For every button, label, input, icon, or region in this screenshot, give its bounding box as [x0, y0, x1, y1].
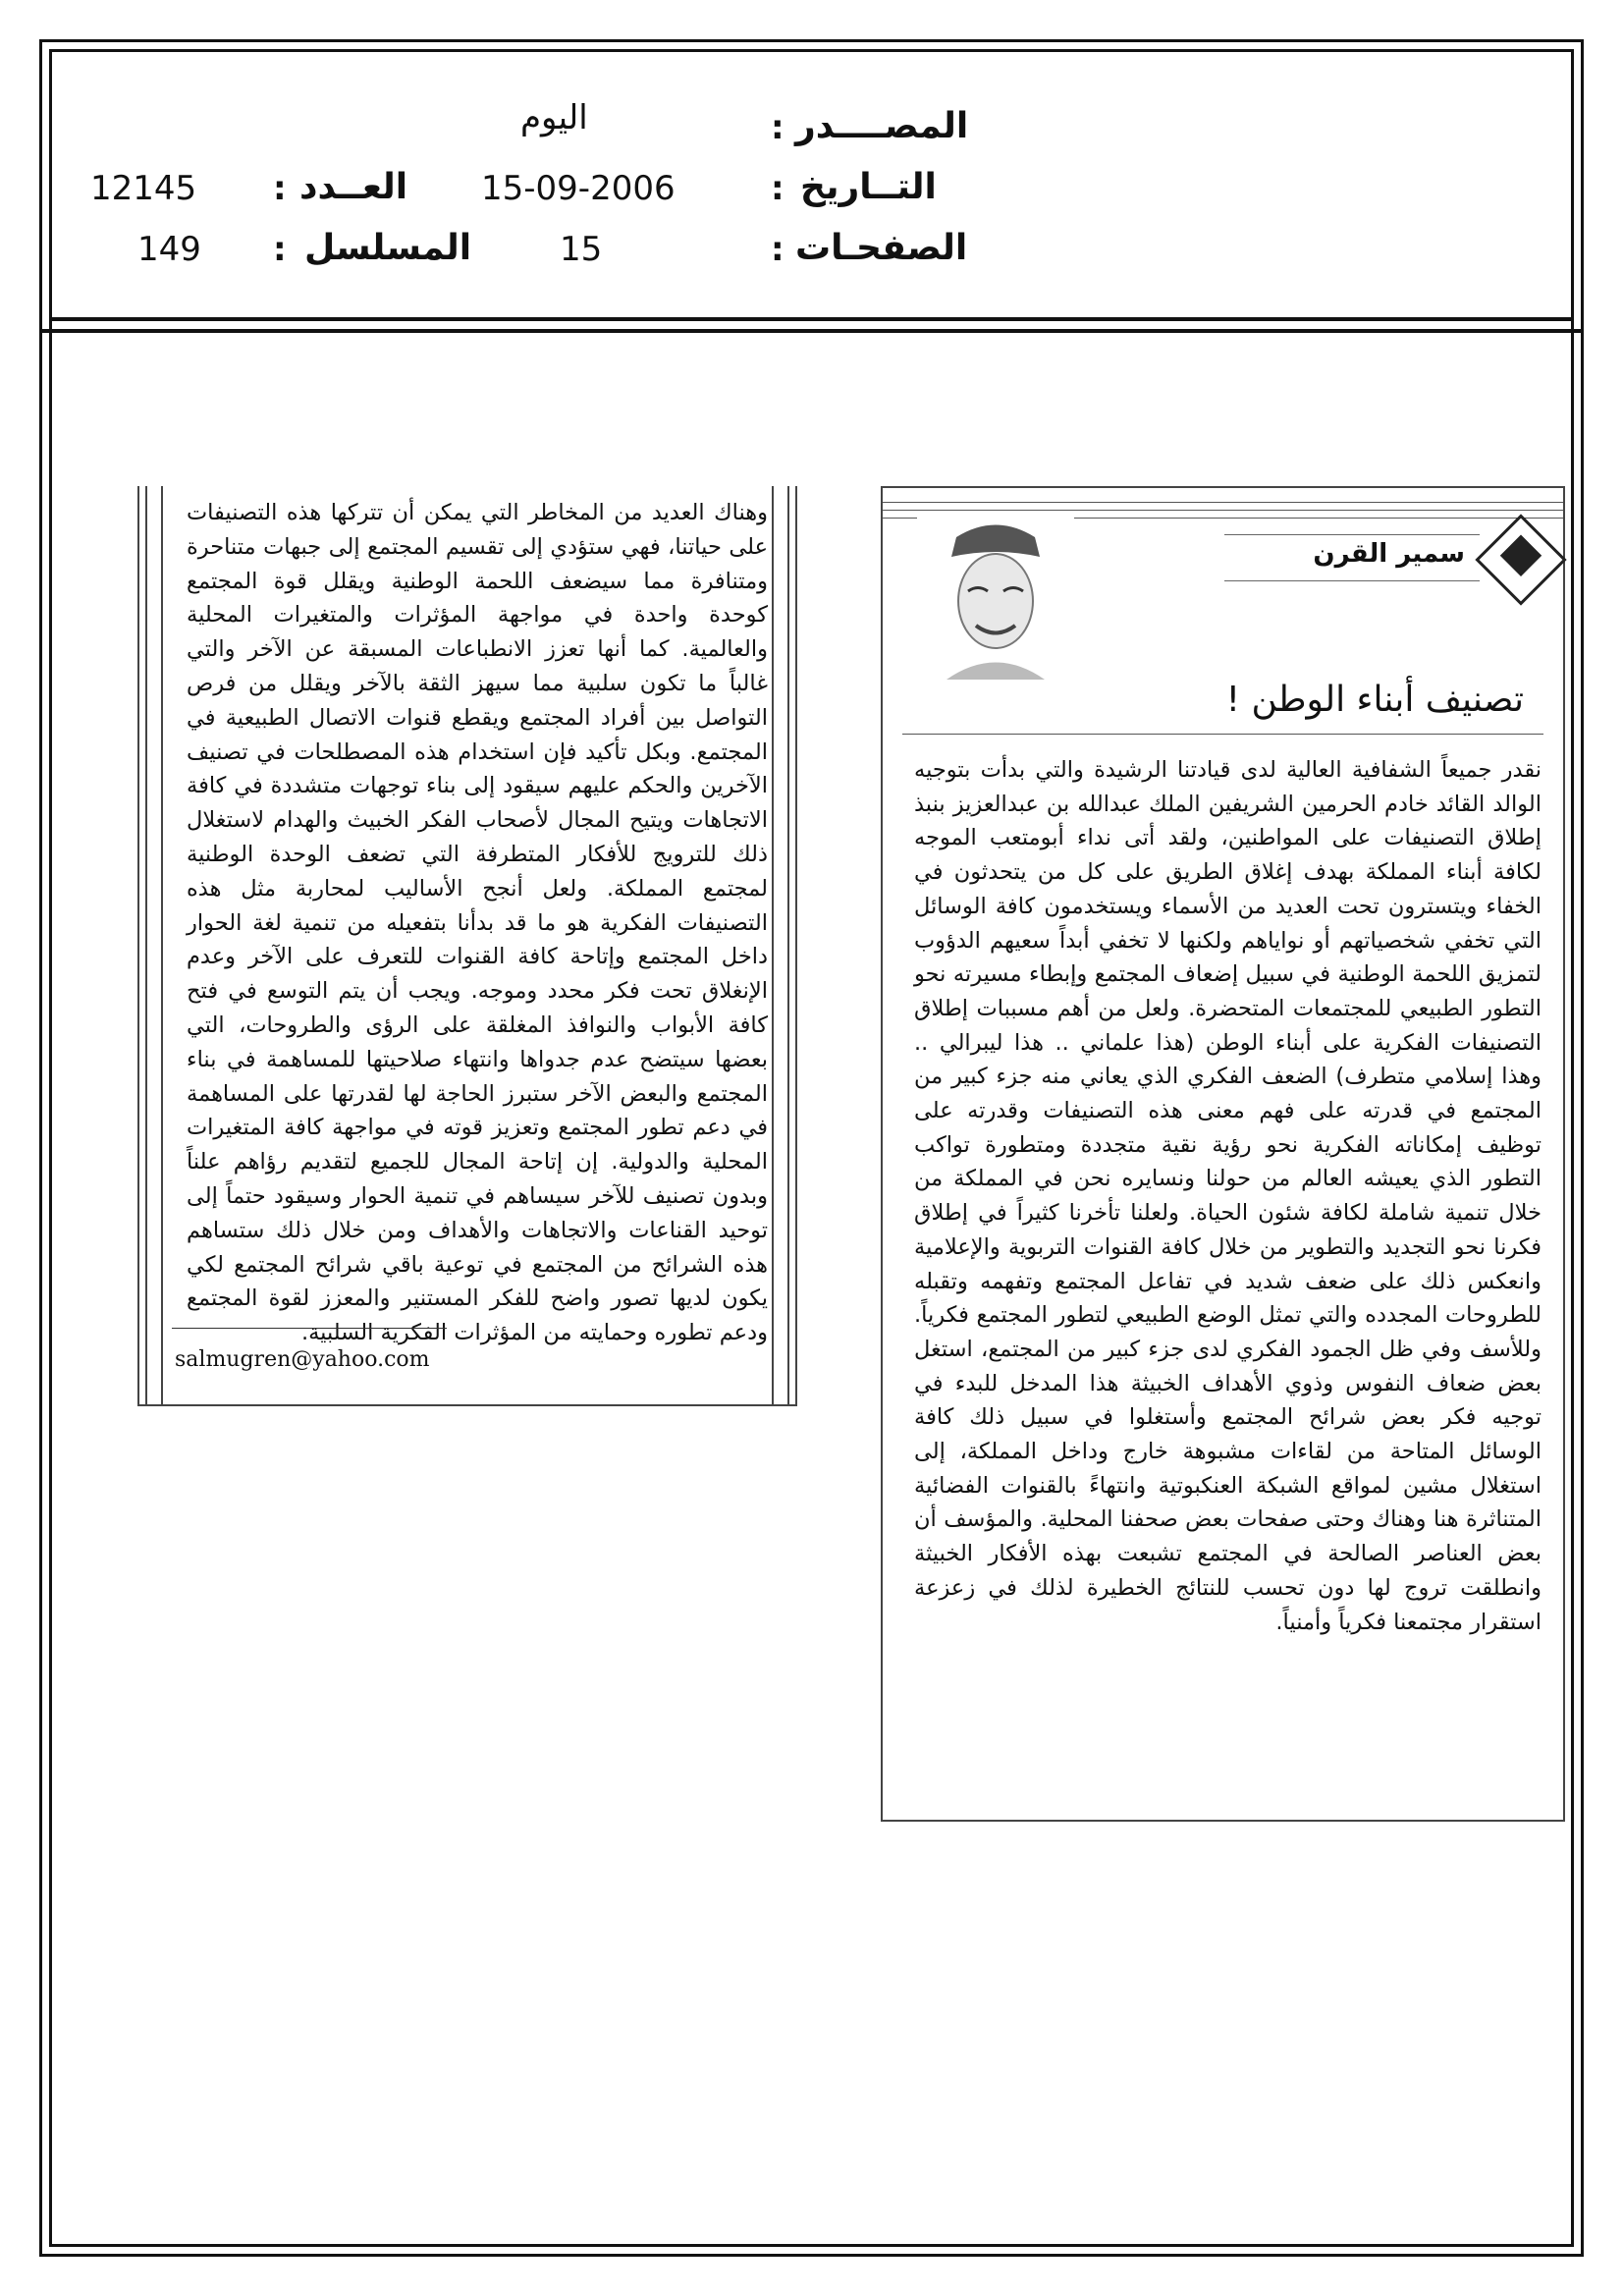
- header-separator: [49, 317, 1574, 321]
- issue-colon: :: [273, 169, 287, 208]
- article-right-column: [881, 486, 1565, 1822]
- article-left-column: [137, 486, 797, 1406]
- serial-label: المسلسل: [304, 228, 472, 268]
- serial-value: 149: [137, 230, 201, 269]
- issue-value: 12145: [90, 169, 197, 208]
- date-value: 15-09-2006: [481, 169, 676, 208]
- date-label: التــاريخ: [800, 167, 937, 207]
- column-logo-icon: [1475, 514, 1566, 605]
- serial-colon: :: [273, 230, 287, 269]
- date-colon: :: [771, 169, 784, 208]
- pages-value: 15: [560, 230, 603, 269]
- article-title: تصنيف أبناء الوطن !: [1225, 680, 1524, 720]
- issue-label: العــدد: [299, 167, 408, 207]
- article-body-right: نقدر جميعاً الشفافية العالية لدى قيادتنا الرشيدة والتي بدأت بتوجيه الوالد القائد خادم الحرمين الشريفين الملك عبدالله بن عبدالعزيز بنبذ إطلاق التصنيفات على المواطنين، ولقد أتى نداء أبومتعب الموجه لكافة أبناء المملكة بهدف إغلاق الطريق على كل من يتحدثون في الخفاء ويتسترون تحت العديد من الأسماء ويستخدمون كافة الوسائل التي تخفي شخصياتهم أو نواياهم ولكنها لا تخفي أبداً سعيهم الدؤوب لتمزيق اللحمة الوطنية في سبيل إضعاف المجتمع وإبطاء مسيرته نحو التطور الطبيعي للمجتمعات المتحضرة. ولعل من أهم مسببات إطلاق التصنيفات الفكرية على أبناء الوطن (هذا علماني .. هذا ليبرالي .. وهذا إسلامي متطرف) الضعف الفكري الذي يعاني منه جزء كبير من المجتمع في قدرته على فهم معنى هذه التصنيفات وقدرته على توظيف إمكاناته الفكرية نحو رؤية نقية متجددة ومتطورة تواكب التطور الذي يعيشه العالم من حولنا ونسايره نحن في المملكة من خلال تنمية شاملة لكافة شئون الحياة. ولعلنا تأخرنا كثيراً في إطلاق فكرنا نحو التجديد والتطوير من خلال كافة القنوات التربوية والإعلامية وانعكس ذلك على ضعف شديد في تفاعل المجتمع وتفهمه وتقبله للطروحات المجدده والتي تمثل الوضع الطبيعي لتطور المجتمع فكرياً. وللأسف وفي ظل الجمود الفكري لدى جزء كبير من المجتمع، استغل بعض ضعاف النفوس وذوي الأهداف الخبيثة هذا المدخل للبدء في توجيه فكر بعض شرائح المجتمع وأستغلوا في سبيل ذلك كافة الوسائل المتاحة من لقاءات مشبوهة خارج وداخل المملكة، إلى استغلال مشين لمواقع الشبكة العنكبوتية وانتهاءً بالقنوات الفضائية المتناثرة هنا وهناك وحتى صفحات بعض صحفنا المحلية. والمؤسف أن بعض العناصر الصالحة في المجتمع تشبعت بهذه الأفكار الخبيثة وانطلقت تروج لها دون تحسب للنتائج الخطيرة لذلك في زعزعة استقرار مجتمعنا فكرياً وأمنياً.: [914, 757, 1542, 1635]
- pages-label: الصفحـات: [795, 228, 968, 268]
- source-value: اليوم: [520, 98, 588, 137]
- signature-rule: [172, 1328, 447, 1329]
- author-name: سمير القرن: [1313, 539, 1465, 569]
- pages-colon: :: [771, 230, 784, 269]
- source-label: المصــــدر: [795, 106, 969, 146]
- author-email: salmugren@yahoo.com: [175, 1347, 430, 1372]
- header-separator-double: [39, 329, 1584, 333]
- author-photo: [917, 518, 1074, 684]
- article-body-left: وهناك العديد من المخاطر التي يمكن أن تتركها هذه التصنيفات على حياتنا، فهي ستؤدي إلى تقسيم المجتمع إلى جبهات متناحرة ومتنافرة مما سيضعف اللحمة الوطنية ويقلل قوة المجتمع كوحدة واحدة في مواجهة المؤثرات والمتغيرات المحلية والعالمية. كما أنها تعزز الانطباعات المسبقة عن الآخر والتي غالباً ما تكون سلبية مما سيهز الثقة بالآخر ويقلل من فرص التواصل بين أفراد المجتمع ويقطع قنوات الاتصال الطبيعية في المجتمع. وبكل تأكيد فإن استخدام هذه المصطلحات في تصنيف الآخرين والحكم عليهم سيقود إلى بناء توجهات متشددة في كافة الاتجاهات ويتيح المجال لأصحاب الفكر الخبيث والهدام لاستغلال ذلك للترويج للأفكار المتطرفة التي تضعف الوحدة الوطنية لمجتمع المملكة. ولعل أنجح الأساليب لمحاربة مثل هذه التصنيفات الفكرية هو ما قد بدأنا بتفعيله من تنمية لغة الحوار داخل المجتمع وإتاحة كافة القنوات للتعرف على الآخر وعدم الإنغلاق تحت فكر محدد وموجه. ويجب أن يتم التوسع في فتح كافة الأبواب والنوافذ المغلقة على الرؤى والطروحات، التي بعضها سيتضح عدم جدواها وانتهاء صلاحيتها للمساهمة في بناء المجتمع والبعض الآخر ستبرز الحاجة لها لقدرتها على المساهمة في دعم تطور المجتمع وتعزيز قوته في مواجهة كافة المتغيرات المحلية والدولية. إن إتاحة المجال للجميع لتقديم رؤاهم علناً وبدون تصنيف للآخر سيساهم في تنمية الحوار وسيقود حتماً إلى توحيد القناعات والاتجاهات والأهداف ومن خلال ذلك ستساهم هذه الشرائح من المجتمع في توعية باقي شرائح المجتمع لكي يكون لديها تصور واضح للفكر المستنير والمعزز لقوة المجتمع ودعم تطوره وحمايته من المؤثرات الفكرية السلبية.: [187, 500, 768, 1346]
- source-colon: :: [771, 108, 784, 147]
